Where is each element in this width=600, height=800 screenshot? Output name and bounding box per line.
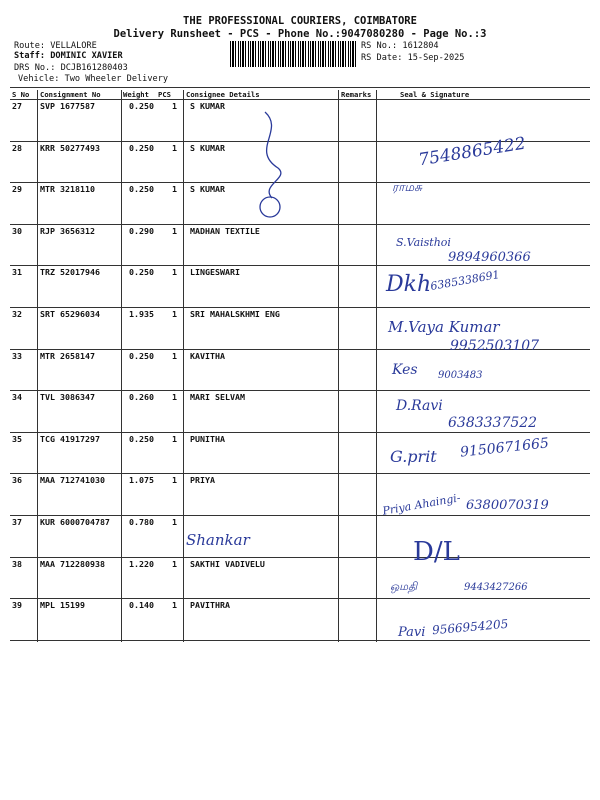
row-weight: 0.250 xyxy=(129,433,154,444)
row-pcs: 1 xyxy=(172,517,177,527)
row-consignee: MARI SELVAM xyxy=(190,392,245,403)
handwritten-phone: 7548865422 xyxy=(417,133,528,171)
row-sno: 34 xyxy=(12,392,22,403)
handwritten-signature: G.prit xyxy=(390,447,437,466)
row-weight: 0.250 xyxy=(129,142,154,153)
handwritten-signature: Shankar xyxy=(186,531,250,549)
handwritten-signature: Dkh xyxy=(386,272,432,297)
runsheet-subtitle: Delivery Runsheet - PCS - Phone No.:9047080280 - Page No.:3 xyxy=(113,28,487,40)
row-pcs: 1 xyxy=(172,433,177,444)
col-header-pcs: PCS xyxy=(158,90,171,99)
row-consignment-no: MTR 2658147 xyxy=(40,350,95,361)
row-pcs: 1 xyxy=(172,267,177,278)
row-sno: 29 xyxy=(12,184,22,195)
row-consignee: PAVITHRA xyxy=(190,600,230,611)
vehicle-label: Vehicle: Two Wheeler Delivery xyxy=(18,74,169,84)
row-consignee: SRI MAHALSKHMI ENG xyxy=(190,309,280,319)
row-weight: 0.250 xyxy=(129,101,154,111)
row-sno: 33 xyxy=(12,350,22,361)
row-consignment-no: MPL 15199 xyxy=(40,600,85,611)
col-header-sno: S No xyxy=(12,90,30,99)
company-title: THE PROFESSIONAL COURIERS, COIMBATORE xyxy=(183,15,417,27)
row-sno: 27 xyxy=(12,101,22,111)
row-pcs: 1 xyxy=(172,475,177,486)
row-weight: 0.250 xyxy=(129,267,154,278)
row-pcs: 1 xyxy=(172,309,177,319)
handwritten-signature: ஒமதி xyxy=(390,580,418,593)
col-header-seal: Seal & Signature xyxy=(400,90,470,99)
row-weight: 1.220 xyxy=(129,558,154,569)
row-consignee: MADHAN TEXTILE xyxy=(190,225,260,236)
row-sno: 30 xyxy=(12,225,22,236)
row-consignee: S KUMAR xyxy=(190,142,225,153)
row-consignee: PUNITHA xyxy=(190,433,225,444)
row-consignment-no: MAA 712741030 xyxy=(40,475,105,486)
handwritten-signature: ராமசு xyxy=(392,180,422,194)
row-consignment-no: SVP 1677587 xyxy=(40,101,95,111)
row-consignment-no: MTR 3218110 xyxy=(40,184,95,195)
row-consignment-no: TRZ 52017946 xyxy=(40,267,100,278)
row-consignment-no: KRR 50277493 xyxy=(40,142,100,153)
route-label: Route: VELLALORE xyxy=(14,41,97,51)
row-weight: 0.260 xyxy=(129,392,154,403)
row-weight: 0.250 xyxy=(129,184,154,195)
row-sno: 32 xyxy=(12,309,22,319)
handwritten-phone: 9443427266 xyxy=(464,582,528,593)
row-weight: 1.935 xyxy=(129,309,154,319)
row-pcs: 1 xyxy=(172,392,177,403)
row-consignment-no: KUR 6000704787 xyxy=(40,517,110,527)
col-header-consignee: Consignee Details xyxy=(186,90,260,99)
handwritten-phone: 9894960366 xyxy=(448,250,531,265)
row-consignment-no: RJP 3656312 xyxy=(40,225,95,236)
row-sno: 36 xyxy=(12,475,22,486)
row-weight: 0.780 xyxy=(129,517,154,527)
row-pcs: 1 xyxy=(172,600,177,611)
handwritten-signature: Kes xyxy=(392,362,418,378)
row-pcs: 1 xyxy=(172,101,177,111)
col-header-consignment: Consignment No xyxy=(40,90,101,99)
handwritten-phone: 9952503107 xyxy=(450,338,540,354)
row-pcs: 1 xyxy=(172,225,177,236)
handwritten-signature: D.Ravi xyxy=(396,398,443,414)
row-pcs: 1 xyxy=(172,558,177,569)
row-weight: 0.290 xyxy=(129,225,154,236)
row-sno: 37 xyxy=(12,517,22,527)
row-pcs: 1 xyxy=(172,350,177,361)
row-consignment-no: TVL 3086347 xyxy=(40,392,95,403)
handwritten-name: S.Vaisthoi xyxy=(396,236,451,249)
row-sno: 31 xyxy=(12,267,22,278)
row-pcs: 1 xyxy=(172,184,177,195)
row-sno: 28 xyxy=(12,142,22,153)
row-consignee: PRIYA xyxy=(190,475,215,486)
row-sno: 39 xyxy=(12,600,22,611)
row-consignee: S KUMAR xyxy=(190,101,225,111)
row-sno: 35 xyxy=(12,433,22,444)
staff-label: Staff: DOMINIC XAVIER xyxy=(14,51,123,61)
row-weight: 0.250 xyxy=(129,350,154,361)
row-consignee: KAVITHA xyxy=(190,350,225,361)
row-consignment-no: TCG 41917297 xyxy=(40,433,100,444)
handwritten-phone: 9003483 xyxy=(438,370,483,381)
row-consignment-no: MAA 712280938 xyxy=(40,558,105,569)
row-pcs: 1 xyxy=(172,142,177,153)
row-consignee: SAKTHI VADIVELU xyxy=(190,558,265,569)
row-sno: 38 xyxy=(12,558,22,569)
handwritten-signature: Pavi xyxy=(398,625,426,640)
rs-number: RS No.: 1612804 xyxy=(361,41,439,51)
row-consignment-no: SRT 65296034 xyxy=(40,309,100,319)
handwritten-name: Priya Ahaingi- xyxy=(381,491,462,518)
col-header-remarks: Remarks xyxy=(341,90,372,99)
row-weight: 1.075 xyxy=(129,475,154,486)
row-consignee: S KUMAR xyxy=(190,184,225,195)
handwritten-name: M.Vaya Kumar xyxy=(388,318,500,336)
handwritten-phone: 6380070319 xyxy=(466,498,549,513)
handwritten-phone: 6383337522 xyxy=(448,415,538,431)
col-header-weight: Weight xyxy=(123,90,149,99)
handwritten-delivered-mark: D/L xyxy=(413,537,460,567)
handwritten-phone: 9566954205 xyxy=(431,616,509,638)
rs-date: RS Date: 15-Sep-2025 xyxy=(361,53,465,63)
row-consignee: LINGESWARI xyxy=(190,267,240,278)
handwritten-phone: 6385338691 xyxy=(429,268,501,293)
drs-number: DRS No.: DCJB161280403 xyxy=(14,63,128,73)
handwritten-phone: 9150671665 xyxy=(459,435,550,461)
row-weight: 0.140 xyxy=(129,600,154,611)
